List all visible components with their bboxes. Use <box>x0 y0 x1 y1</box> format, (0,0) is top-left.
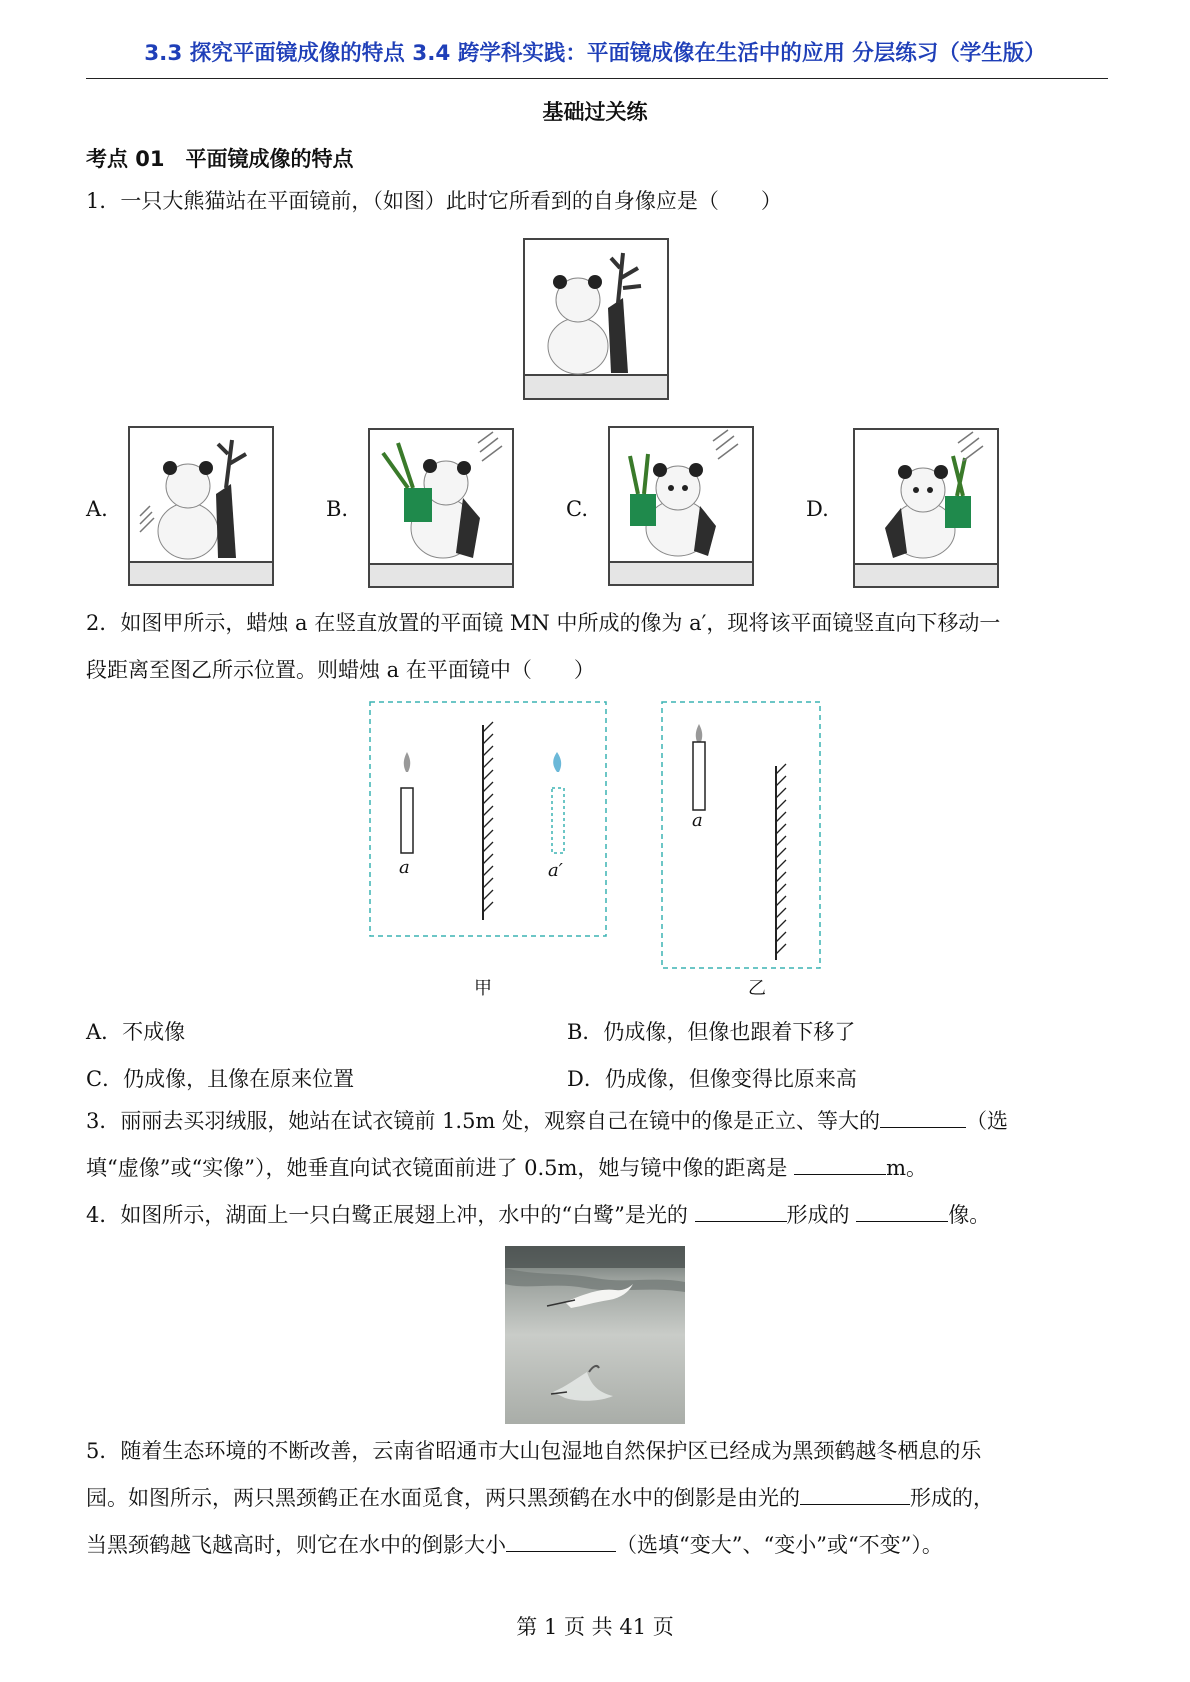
q2-option-c[interactable]: C．仍成像，且像在原来位置 <box>86 1067 355 1091</box>
q3-text-2b: m。 <box>886 1156 928 1180</box>
q4-blank-1[interactable] <box>695 1199 787 1222</box>
q2-option-b[interactable]: B．仍成像，但像也跟着下移了 <box>567 1020 856 1044</box>
q2-line1: 2．如图甲所示，蜡烛 a 在竖直放置的平面镜 MN 中所成的像为 a′，现将该平面镜竖直向下移动一 <box>86 611 1001 635</box>
q2-label-a-prime: a′ <box>548 860 563 881</box>
q3-line2 <box>86 1145 1108 1192</box>
q5-line3 <box>86 1522 1108 1569</box>
header-rule <box>86 78 1108 79</box>
q1-option-a-image[interactable] <box>128 426 274 586</box>
q1-option-c-image[interactable] <box>608 426 754 586</box>
q2-figure-jia <box>368 700 608 940</box>
q2-caption-jia: 甲 <box>474 978 492 999</box>
q1-option-c-label: C. <box>566 497 588 521</box>
q4-line <box>86 1192 1108 1239</box>
q1-option-d-label: D. <box>806 497 829 521</box>
q5-text-3b: （选填“变大”、“变小”或“不变”）。 <box>616 1533 943 1557</box>
q4-text-c: 像。 <box>948 1203 991 1227</box>
page-footer: 第 1 页 共 41 页 <box>516 1615 674 1639</box>
section-title: 基础过关练 <box>542 100 648 124</box>
q5-blank-2[interactable] <box>506 1529 616 1552</box>
q4-blank-2[interactable] <box>856 1199 948 1222</box>
q1-option-b-label: B. <box>326 497 349 521</box>
q2-option-d[interactable]: D．仍成像，但像变得比原来高 <box>567 1067 857 1091</box>
kaodian-heading: 考点 01 平面镜成像的特点 <box>86 147 354 171</box>
q5-blank-1[interactable] <box>800 1482 910 1505</box>
egret-photo <box>505 1246 685 1424</box>
q1-option-d-image[interactable] <box>853 428 999 588</box>
q5-text-2b: 形成的， <box>910 1486 994 1510</box>
q3-text-1b: （选 <box>966 1109 1009 1133</box>
q2-label-a-yi: a <box>692 810 703 831</box>
q5-line1: 5．随着生态环境的不断改善，云南省昭通市大山包湿地自然保护区已经成为黑颈鹤越冬栖息的乐 <box>86 1439 982 1463</box>
q3-blank-2[interactable] <box>794 1152 886 1175</box>
q1-stem: 1．一只大熊猫站在平面镜前，（如图）此时它所看到的自身像应是（ ） <box>86 189 782 213</box>
panda-original-figure <box>523 238 669 400</box>
q2-caption-yi: 乙 <box>748 978 766 999</box>
q2-option-a[interactable]: A．不成像 <box>86 1020 186 1044</box>
q4-text-a: 4．如图所示，湖面上一只白鹭正展翅上冲，水中的“白鹭”是光的 <box>86 1203 695 1227</box>
q2-label-a: a <box>399 857 410 878</box>
q3-blank-1[interactable] <box>880 1105 966 1128</box>
q3-text-1a: 3．丽丽去买羽绒服，她站在试衣镜前 1.5m 处，观察自己在镜中的像是正立、等大的 <box>86 1109 881 1133</box>
q5-text-2a: 园。如图所示，两只黑颈鹤正在水面觅食，两只黑颈鹤在水中的倒影是由光的 <box>86 1486 800 1510</box>
q3-line1 <box>86 1098 1108 1145</box>
q2-line2: 段距离至图乙所示位置。则蜡烛 a 在平面镜中（ ） <box>86 658 595 682</box>
q1-option-a-label: A. <box>86 497 108 521</box>
q4-text-b: 形成的 <box>786 1203 857 1227</box>
q5-line2 <box>86 1475 1108 1522</box>
q5-text-3a: 当黑颈鹤越飞越高时，则它在水中的倒影大小 <box>86 1533 506 1557</box>
q2-figure-yi <box>660 700 822 970</box>
q1-option-b-image[interactable] <box>368 428 514 588</box>
q3-text-2a: 填“虚像”或“实像”），她垂直向试衣镜面前进了 0.5m，她与镜中像的距离是 <box>86 1156 795 1180</box>
document-header: 3.3 探究平面镜成像的特点 3.4 跨学科实践：平面镜成像在生活中的应用 分层练习（学生版） <box>144 41 1046 66</box>
